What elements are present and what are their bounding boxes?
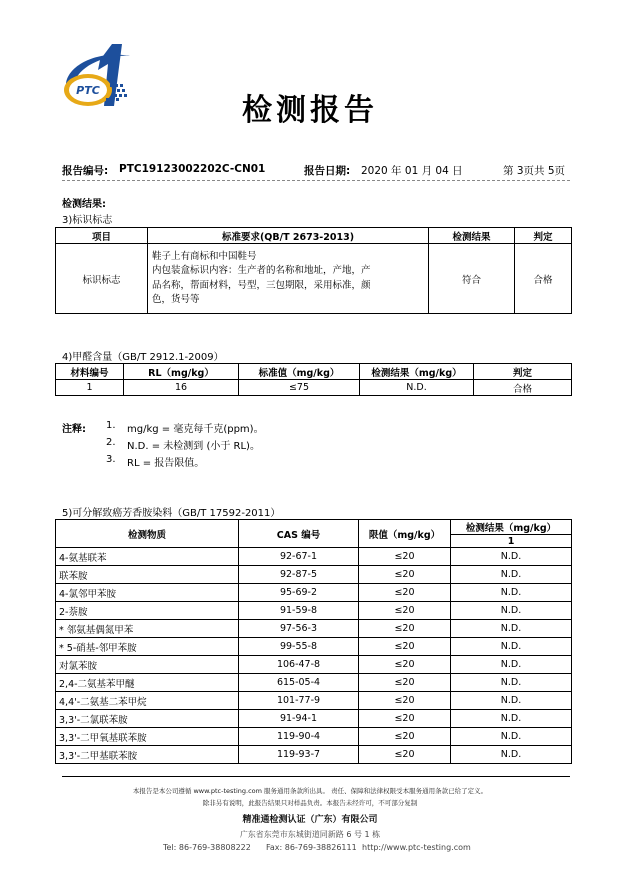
table-row <box>56 746 572 764</box>
table-cell: N.D. <box>451 728 572 746</box>
table-cell: 106-47-8 <box>239 656 359 674</box>
table-cell: N.D. <box>451 674 572 692</box>
table-cell: N.D. <box>451 638 572 656</box>
footer-terms: 本报告是本公司遵循 www.ptc-testing.com 服务通用条款所出具。 责任、保障和法律权限受本服务通用条款已给了定义。 <box>132 787 488 795</box>
table-cell: 101-77-9 <box>239 692 359 710</box>
col-header: 检测结果 <box>429 228 515 244</box>
col-header: 限值（mg/kg） <box>359 520 451 548</box>
item-cell: 标识标志 <box>56 244 148 314</box>
col-header: CAS 编号 <box>239 520 359 548</box>
logo-text: PTC <box>76 84 100 97</box>
col-header: 检测结果（mg/kg） <box>451 520 572 535</box>
table-cell: 615-05-4 <box>239 674 359 692</box>
table-cell: ≤20 <box>359 638 451 656</box>
table-cell: 91-94-1 <box>239 710 359 728</box>
table-cell: * 5-硝基-邻甲苯胺 <box>56 638 239 656</box>
result-cell: 符合 <box>429 244 515 314</box>
company-address: 广东省东莞市东城街道同新路 6 号 1 栋 <box>239 830 381 839</box>
table-cell: 16 <box>124 380 239 396</box>
table-cell: 2,4-二氨基苯甲醚 <box>56 674 239 692</box>
table-cell: 3,3'-二氯联苯胺 <box>56 710 239 728</box>
table-cell: N.D. <box>451 656 572 674</box>
table-row <box>56 674 572 692</box>
requirement-line: 色，货号等 <box>152 294 200 305</box>
requirement-cell <box>148 244 429 314</box>
table-cell: 1 <box>56 380 124 396</box>
table-cell: 91-59-8 <box>239 602 359 620</box>
col-header: 检测结果（mg/kg） <box>360 364 474 380</box>
meta-divider <box>62 180 570 181</box>
col-header: 标准要求(QB/T 2673-2013) <box>148 228 429 244</box>
note-num: 1. <box>106 420 116 431</box>
table-cell: N.D. <box>451 602 572 620</box>
table-cell: 4-氨基联苯 <box>56 548 239 566</box>
report-date: 2020 年 01 月 04 日 <box>361 165 463 177</box>
table-cell: N.D. <box>451 584 572 602</box>
table-cell: ≤20 <box>359 746 451 764</box>
note-num: 3. <box>106 454 116 465</box>
footer-divider <box>62 776 570 777</box>
table-row <box>56 548 572 566</box>
requirement-line: 品名称，帮面材料，号型，三包期限，采用标准，颜 <box>152 279 371 291</box>
section-4-title: 4)甲醛含量（GB/T 2912.1-2009） <box>62 352 224 363</box>
report-title: 检测报告 <box>242 93 378 128</box>
table-row <box>56 710 572 728</box>
table-cell: 97-56-3 <box>239 620 359 638</box>
table-cell: N.D. <box>451 548 572 566</box>
section-3-title: 3)标识标志 <box>62 215 113 226</box>
table-cell: ≤20 <box>359 584 451 602</box>
page-indicator: 第 3页共 5页 <box>503 165 566 177</box>
report-no-label: 报告编号: <box>62 165 109 177</box>
sample-no-header: 1 <box>451 535 572 548</box>
table-cell: 92-87-5 <box>239 566 359 584</box>
table-cell: 3,3'-二甲氧基联苯胺 <box>56 728 239 746</box>
table-cell: N.D. <box>451 710 572 728</box>
amine-table <box>55 519 572 764</box>
formaldehyde-table <box>55 363 572 396</box>
col-header: RL（mg/kg） <box>124 364 239 380</box>
table-row <box>56 620 572 638</box>
table-row <box>56 584 572 602</box>
table-cell: ≤20 <box>359 566 451 584</box>
table-cell: ≤20 <box>359 656 451 674</box>
note-text: RL = 报告限值。 <box>127 458 205 469</box>
table-cell: ≤20 <box>359 710 451 728</box>
results-heading: 检测结果: <box>62 199 106 210</box>
table-cell: 3,3'-二甲基联苯胺 <box>56 746 239 764</box>
note-num: 2. <box>106 437 116 448</box>
table-cell: 对氯苯胺 <box>56 656 239 674</box>
table-cell: ≤20 <box>359 620 451 638</box>
table-cell: 119-93-7 <box>239 746 359 764</box>
table-row <box>56 656 572 674</box>
table-cell: 99-55-8 <box>239 638 359 656</box>
table-cell: ≤20 <box>359 728 451 746</box>
table-cell: ≤20 <box>359 674 451 692</box>
report-no: PTC19123002202C-CN01 <box>119 163 266 175</box>
table-cell: N.D. <box>451 566 572 584</box>
table-row <box>56 566 572 584</box>
col-header: 材料编号 <box>56 364 124 380</box>
marking-table <box>55 227 572 314</box>
table-cell: 联苯胺 <box>56 566 239 584</box>
company-name: 精准通检测认证（广东）有限公司 <box>242 815 378 825</box>
requirement-line: 内包装盒标识内容：生产者的名称和地址，产地，产 <box>152 265 371 276</box>
table-row <box>56 638 572 656</box>
table-cell: N.D. <box>451 620 572 638</box>
table-cell: ≤20 <box>359 548 451 566</box>
company-tel: Tel: 86-769-38808222 <box>163 843 251 852</box>
section-5-title: 5)可分解致癌芳香胺染料（GB/T 17592-2011） <box>62 508 281 519</box>
requirement-line: 鞋子上有商标和中国鞋号 <box>152 250 257 262</box>
table-cell: * 邻氨基偶氮甲苯 <box>56 620 239 638</box>
col-header: 判定 <box>474 364 572 380</box>
table-row <box>56 728 572 746</box>
col-header: 标准值（mg/kg） <box>239 364 360 380</box>
company-fax: Fax: 86-769-38826111 <box>266 843 357 852</box>
table-cell: 4,4'-二氨基二苯甲烷 <box>56 692 239 710</box>
table-cell: ≤20 <box>359 692 451 710</box>
table-cell: 合格 <box>474 380 572 396</box>
table-cell: 2-萘胺 <box>56 602 239 620</box>
col-header: 检测物质 <box>56 520 239 548</box>
note-text: N.D. = 未检测到 (小于 RL)。 <box>127 441 260 452</box>
verdict-cell: 合格 <box>515 244 572 314</box>
notes-label: 注释: <box>62 424 86 435</box>
table-cell: 4-氯邻甲苯胺 <box>56 584 239 602</box>
note-text: mg/kg = 毫克每千克(ppm)。 <box>127 424 264 435</box>
table-row <box>56 602 572 620</box>
col-header: 判定 <box>515 228 572 244</box>
table-cell: N.D. <box>451 692 572 710</box>
table-cell: ≤75 <box>239 380 360 396</box>
report-date-label: 报告日期: <box>304 165 351 177</box>
table-cell: ≤20 <box>359 602 451 620</box>
table-cell: 119-90-4 <box>239 728 359 746</box>
table-row <box>56 692 572 710</box>
table-cell: 92-67-1 <box>239 548 359 566</box>
footer-disclaimer: 除非另有说明，此报告结果只对样品负责。本报告未经许可，不可部分复制 <box>202 799 418 807</box>
table-cell: N.D. <box>360 380 474 396</box>
col-header: 项目 <box>56 228 148 244</box>
table-cell: N.D. <box>451 746 572 764</box>
table-cell: 95-69-2 <box>239 584 359 602</box>
company-website[interactable]: http://www.ptc-testing.com <box>362 843 471 852</box>
